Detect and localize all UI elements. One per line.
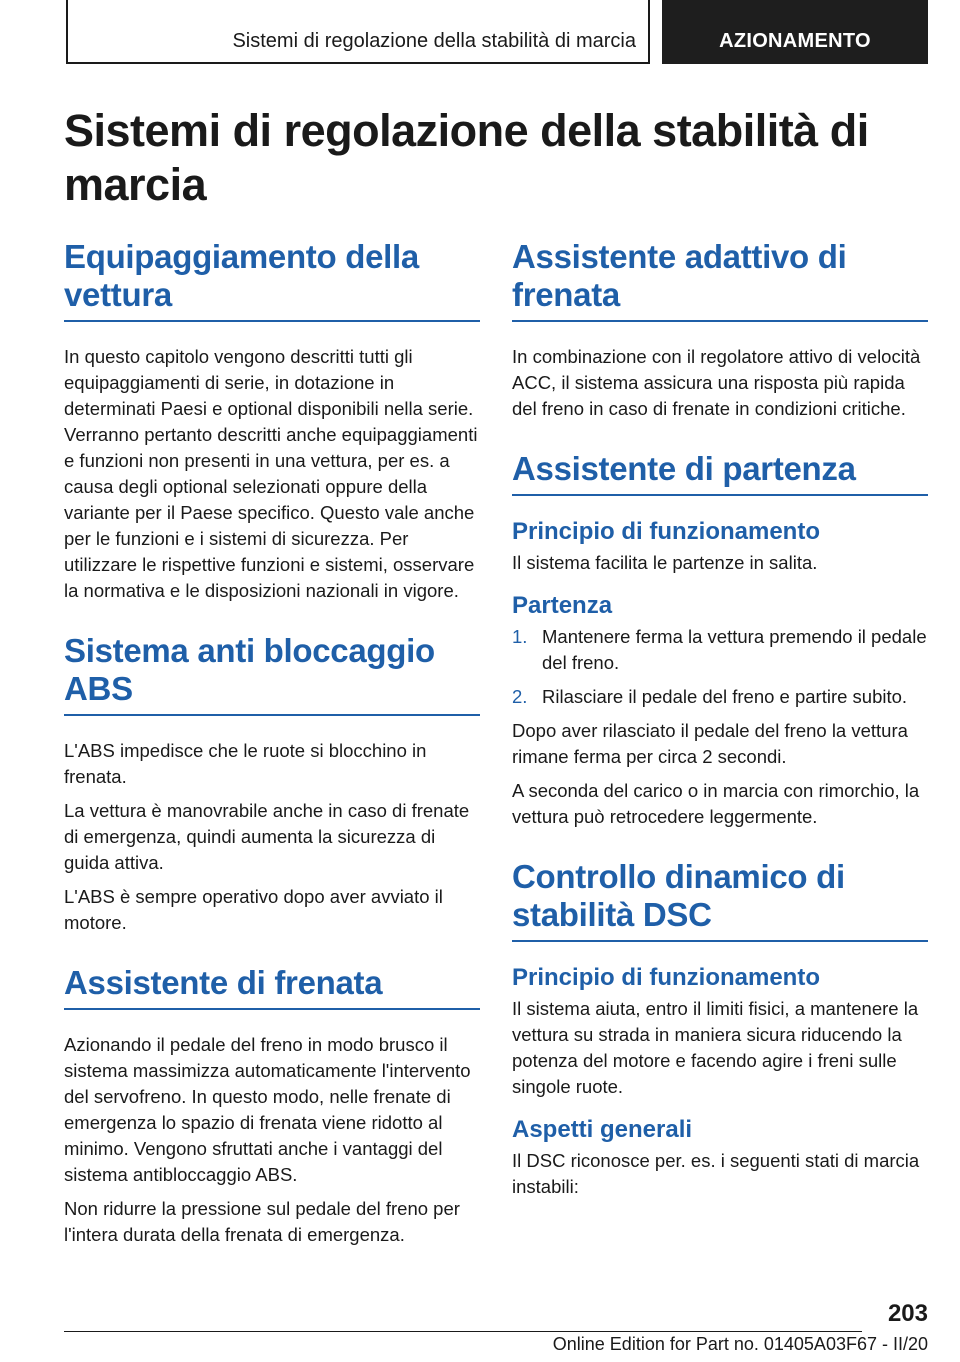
paragraph: In questo capitolo vengono descritti tutti gli equipaggiamenti di serie, in dotazione in determinati Paesi e optional disponibili nella serie. Verranno pertanto descritti anche equipaggiamenti e funzioni non presenti in una vettura, per es. a causa degli optional selezionati oppure della variante per il Paese specifico. Questo vale anche per le funzioni e i sistemi di sicurezza. Per utilizzare le rispettive funzioni e sistemi, osservare la normativa e le disposizioni nazionali in vigore.: [64, 346, 478, 601]
subsection-departure: [512, 592, 928, 830]
paragraph: Il DSC riconosce per. es. i seguenti stati di marcia instabili:: [512, 1150, 920, 1197]
paragraph: A seconda del carico o in marcia con rimorchio, la vettura può retrocedere leggermente.: [512, 780, 920, 827]
paragraph: Non ridurre la pressione sul pedale del freno per l'intera durata della frenata di emergenza.: [64, 1198, 460, 1245]
section-start-assist: [512, 450, 928, 830]
paragraph: Dopo aver rilasciato il pedale del freno la vettura rimane ferma per circa 2 secondi.: [512, 720, 908, 767]
section-abs: [64, 632, 480, 936]
subsection-principle: [512, 964, 928, 1100]
footer-edition-text: Online Edition for Part no. 01405A03F67 - II/20: [552, 1334, 928, 1354]
section-heading: Equipaggiamento della vettura: [64, 238, 480, 322]
list-item: [512, 624, 928, 676]
header-title-box: [66, 0, 650, 64]
paragraph: La vettura è manovrabile anche in caso di frenate di emergenza, quindi aumenta la sicurezza di guida attiva.: [64, 800, 470, 873]
header-title: Sistemi di regolazione della stabilità di marcia: [232, 30, 636, 52]
section-heading: Assistente di partenza: [512, 450, 928, 496]
step-number: 1.: [512, 626, 528, 647]
chapter-tab: [662, 0, 928, 64]
subsection-heading: Aspetti generali: [512, 1116, 693, 1143]
section-dsc: [512, 858, 928, 1200]
paragraph: L'ABS impedisce che le ruote si blocchino in frenata.: [64, 740, 427, 787]
section-equipment: [64, 238, 480, 604]
section-brake-assist: [64, 964, 480, 1248]
paragraph: Il sistema aiuta, entro il limiti fisici, a mantenere la vettura su strada in maniera sicura riducendo la potenza del motore e facendo agire i freni sulle singole ruote.: [512, 998, 919, 1097]
section-heading: Sistema anti bloccaggio ABS: [64, 632, 480, 716]
left-column: [64, 238, 480, 1276]
page-number: 203: [887, 1300, 928, 1327]
paragraph: Azionando il pedale del freno in modo brusco il sistema massimizza automaticamente l'intervento del servofreno. In questo modo, nelle frenate di emergenza lo spazio di frenata viene ridotto al minimo. Vengono sfruttati anche i vantaggi del sistema antibloccaggio ABS.: [64, 1034, 471, 1185]
section-heading: Assistente di frenata: [64, 964, 480, 1010]
subsection-heading: Principio di funzionamento: [512, 964, 820, 991]
list-item: [512, 684, 928, 710]
step-number: 2.: [512, 686, 528, 707]
footer-divider: [64, 1331, 862, 1332]
paragraph: L'ABS è sempre operativo dopo aver avviato il motore.: [64, 886, 443, 933]
step-text: Rilasciare il pedale del freno e partire subito.: [542, 686, 908, 707]
section-heading: Controllo dinamico di stabilità DSC: [512, 858, 928, 942]
step-list: [512, 624, 928, 710]
step-text: Mantenere ferma la vettura premendo il pedale del freno.: [542, 626, 927, 673]
page-title: Sistemi di regolazione della stabilità di marcia: [64, 105, 869, 210]
paragraph: Il sistema facilita le partenze in salita.: [512, 552, 818, 573]
paragraph: In combinazione con il regolatore attivo di velocità ACC, il sistema assicura una risposta più rapida del freno in caso di frenate in condizioni critiche.: [512, 346, 921, 419]
right-column: [512, 238, 928, 1228]
subsection-heading: Partenza: [512, 592, 613, 619]
subsection-principle: [512, 518, 928, 576]
page-header: [66, 0, 928, 64]
section-heading: Assistente adattivo di frenata: [512, 238, 928, 322]
subsection-heading: Principio di funzionamento: [512, 518, 820, 545]
section-adaptive-brake-assist: [512, 238, 928, 422]
chapter-tab-label: AZIONAMENTO: [719, 30, 871, 52]
subsection-general: [512, 1116, 928, 1200]
